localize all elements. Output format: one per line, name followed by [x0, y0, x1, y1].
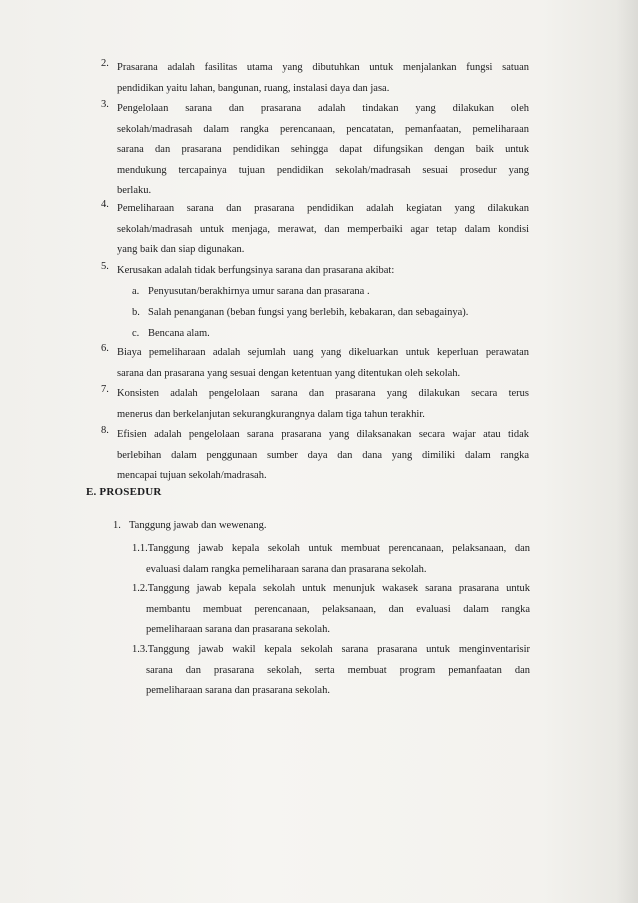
- list-item: [101, 425, 529, 487]
- text-line: Pengelolaan sarana dan prasarana adalah tindakan yang dilakukan oleh: [117, 103, 529, 114]
- sub-item-letter: c.: [132, 328, 140, 339]
- sub-list-item: [132, 282, 370, 302]
- item-number: 8.: [101, 425, 109, 436]
- text-line: Konsisten adalah pengelolaan sarana dan prasarana yang dilakukan secara terus: [117, 388, 529, 399]
- text-line: evaluasi dalam rangka pemeliharaan sarana dan prasarana sekolah.: [146, 563, 427, 575]
- subpoint-text: Tanggung jawab kepala sekolah untuk menunjuk wakasek sarana prasarana untuk: [147, 583, 530, 594]
- item-number: 4.: [101, 199, 109, 210]
- subpoint-text: Tanggung jawab kepala sekolah untuk membuat perencanaan, pelaksanaan, dan: [147, 543, 530, 554]
- sub-list-item: [132, 324, 210, 344]
- sub-item-letter: b.: [132, 307, 140, 318]
- item-number: 6.: [101, 343, 109, 354]
- point-number: 1.: [113, 520, 121, 531]
- subpoint-number: 1.2.: [132, 583, 148, 594]
- text-line: [132, 579, 530, 600]
- item-number: 2.: [101, 58, 109, 69]
- text-line: pendidikan yaitu lahan, bangunan, ruang, instalasi daya dan jasa.: [117, 82, 390, 94]
- list-item: [101, 261, 529, 282]
- sub-item-text: Bencana alam.: [148, 328, 210, 339]
- text-line: [132, 539, 530, 560]
- list-item: [101, 199, 529, 261]
- subpoint-text: Tanggung jawab wakil kepala sekolah sarana prasarana untuk menginventarisir: [147, 644, 530, 655]
- list-item: [101, 99, 529, 202]
- text-line: membantu membuat perencanaan, pelaksanaan, dan evaluasi dalam rangka: [146, 603, 530, 615]
- item-number: 5.: [101, 261, 109, 272]
- text-line: Prasarana adalah fasilitas utama yang dibutuhkan untuk menjalankan fungsi satuan: [117, 62, 529, 73]
- text-line: berlaku.: [117, 185, 152, 196]
- text-line: sarana dan prasarana pendidikan sehingga dapat difungsikan dengan baik untuk: [117, 144, 529, 155]
- section-heading: E. PROSEDUR: [86, 486, 162, 498]
- text-line: Pemeliharaan sarana dan prasarana pendidikan adalah kegiatan yang dilakukan: [117, 203, 529, 214]
- sub-item-text: Salah penanganan (beban fungsi yang berlebih, kebakaran, dan sebagainya).: [148, 307, 469, 318]
- list-item: [101, 343, 529, 384]
- list-item: [101, 58, 529, 99]
- sub-list-item: [132, 303, 469, 323]
- text-line: [132, 640, 530, 661]
- text-line: sekolah/madrasah dalam rangka perencanaan, pencatatan, pemanfaatan, pemeliharaan: [117, 123, 529, 135]
- text-line: pemeliharaan sarana dan prasarana sekolah.: [146, 624, 330, 635]
- text-line: yang baik dan siap digunakan.: [117, 244, 245, 255]
- sub-item-text: Penyusutan/berakhirnya umur sarana dan prasarana .: [148, 286, 370, 297]
- text-line: Biaya pemeliharaan adalah sejumlah uang yang dikeluarkan untuk keperluan perawatan: [117, 347, 529, 358]
- text-line: sekolah/madrasah untuk menjaga, merawat, dan memperbaiki agar tetap dalam kondisi: [117, 223, 529, 235]
- text-line: mencapai tujuan sekolah/madrasah.: [117, 470, 267, 481]
- subpoint-number: 1.3.: [132, 644, 148, 655]
- text-line: Efisien adalah pengelolaan sarana prasarana yang dilaksanakan secara wajar atau tidak: [117, 429, 529, 440]
- procedure-subpoint: [132, 579, 530, 641]
- procedure-point: [113, 520, 267, 531]
- procedure-subpoint: [132, 640, 530, 702]
- text-line: berlebihan dalam penggunaan sumber daya dan dana yang dimiliki dalam rangka: [117, 449, 529, 461]
- sub-item-letter: a.: [132, 286, 140, 297]
- text-line: sarana dan prasarana sekolah, serta membuat program pemanfaatan dan: [146, 664, 530, 676]
- item-number: 3.: [101, 99, 109, 110]
- list-item: [101, 384, 529, 425]
- text-line: Kerusakan adalah tidak berfungsinya sarana dan prasarana akibat:: [117, 265, 395, 276]
- text-line: mendukung tercapainya tujuan pendidikan sekolah/madrasah sesuai prosedur yang: [117, 164, 529, 176]
- text-line: sarana dan prasarana yang sesuai dengan ketentuan yang ditentukan oleh sekolah.: [117, 367, 461, 379]
- subpoint-number: 1.1.: [132, 543, 148, 554]
- item-number: 7.: [101, 384, 109, 395]
- text-line: pemeliharaan sarana dan prasarana sekolah.: [146, 685, 330, 696]
- procedure-subpoint: [132, 539, 530, 580]
- point-title: Tanggung jawab dan wewenang.: [129, 520, 267, 531]
- text-line: menerus dan berkelanjutan sekurangkurangnya dalam tiga tahun terakhir.: [117, 408, 425, 420]
